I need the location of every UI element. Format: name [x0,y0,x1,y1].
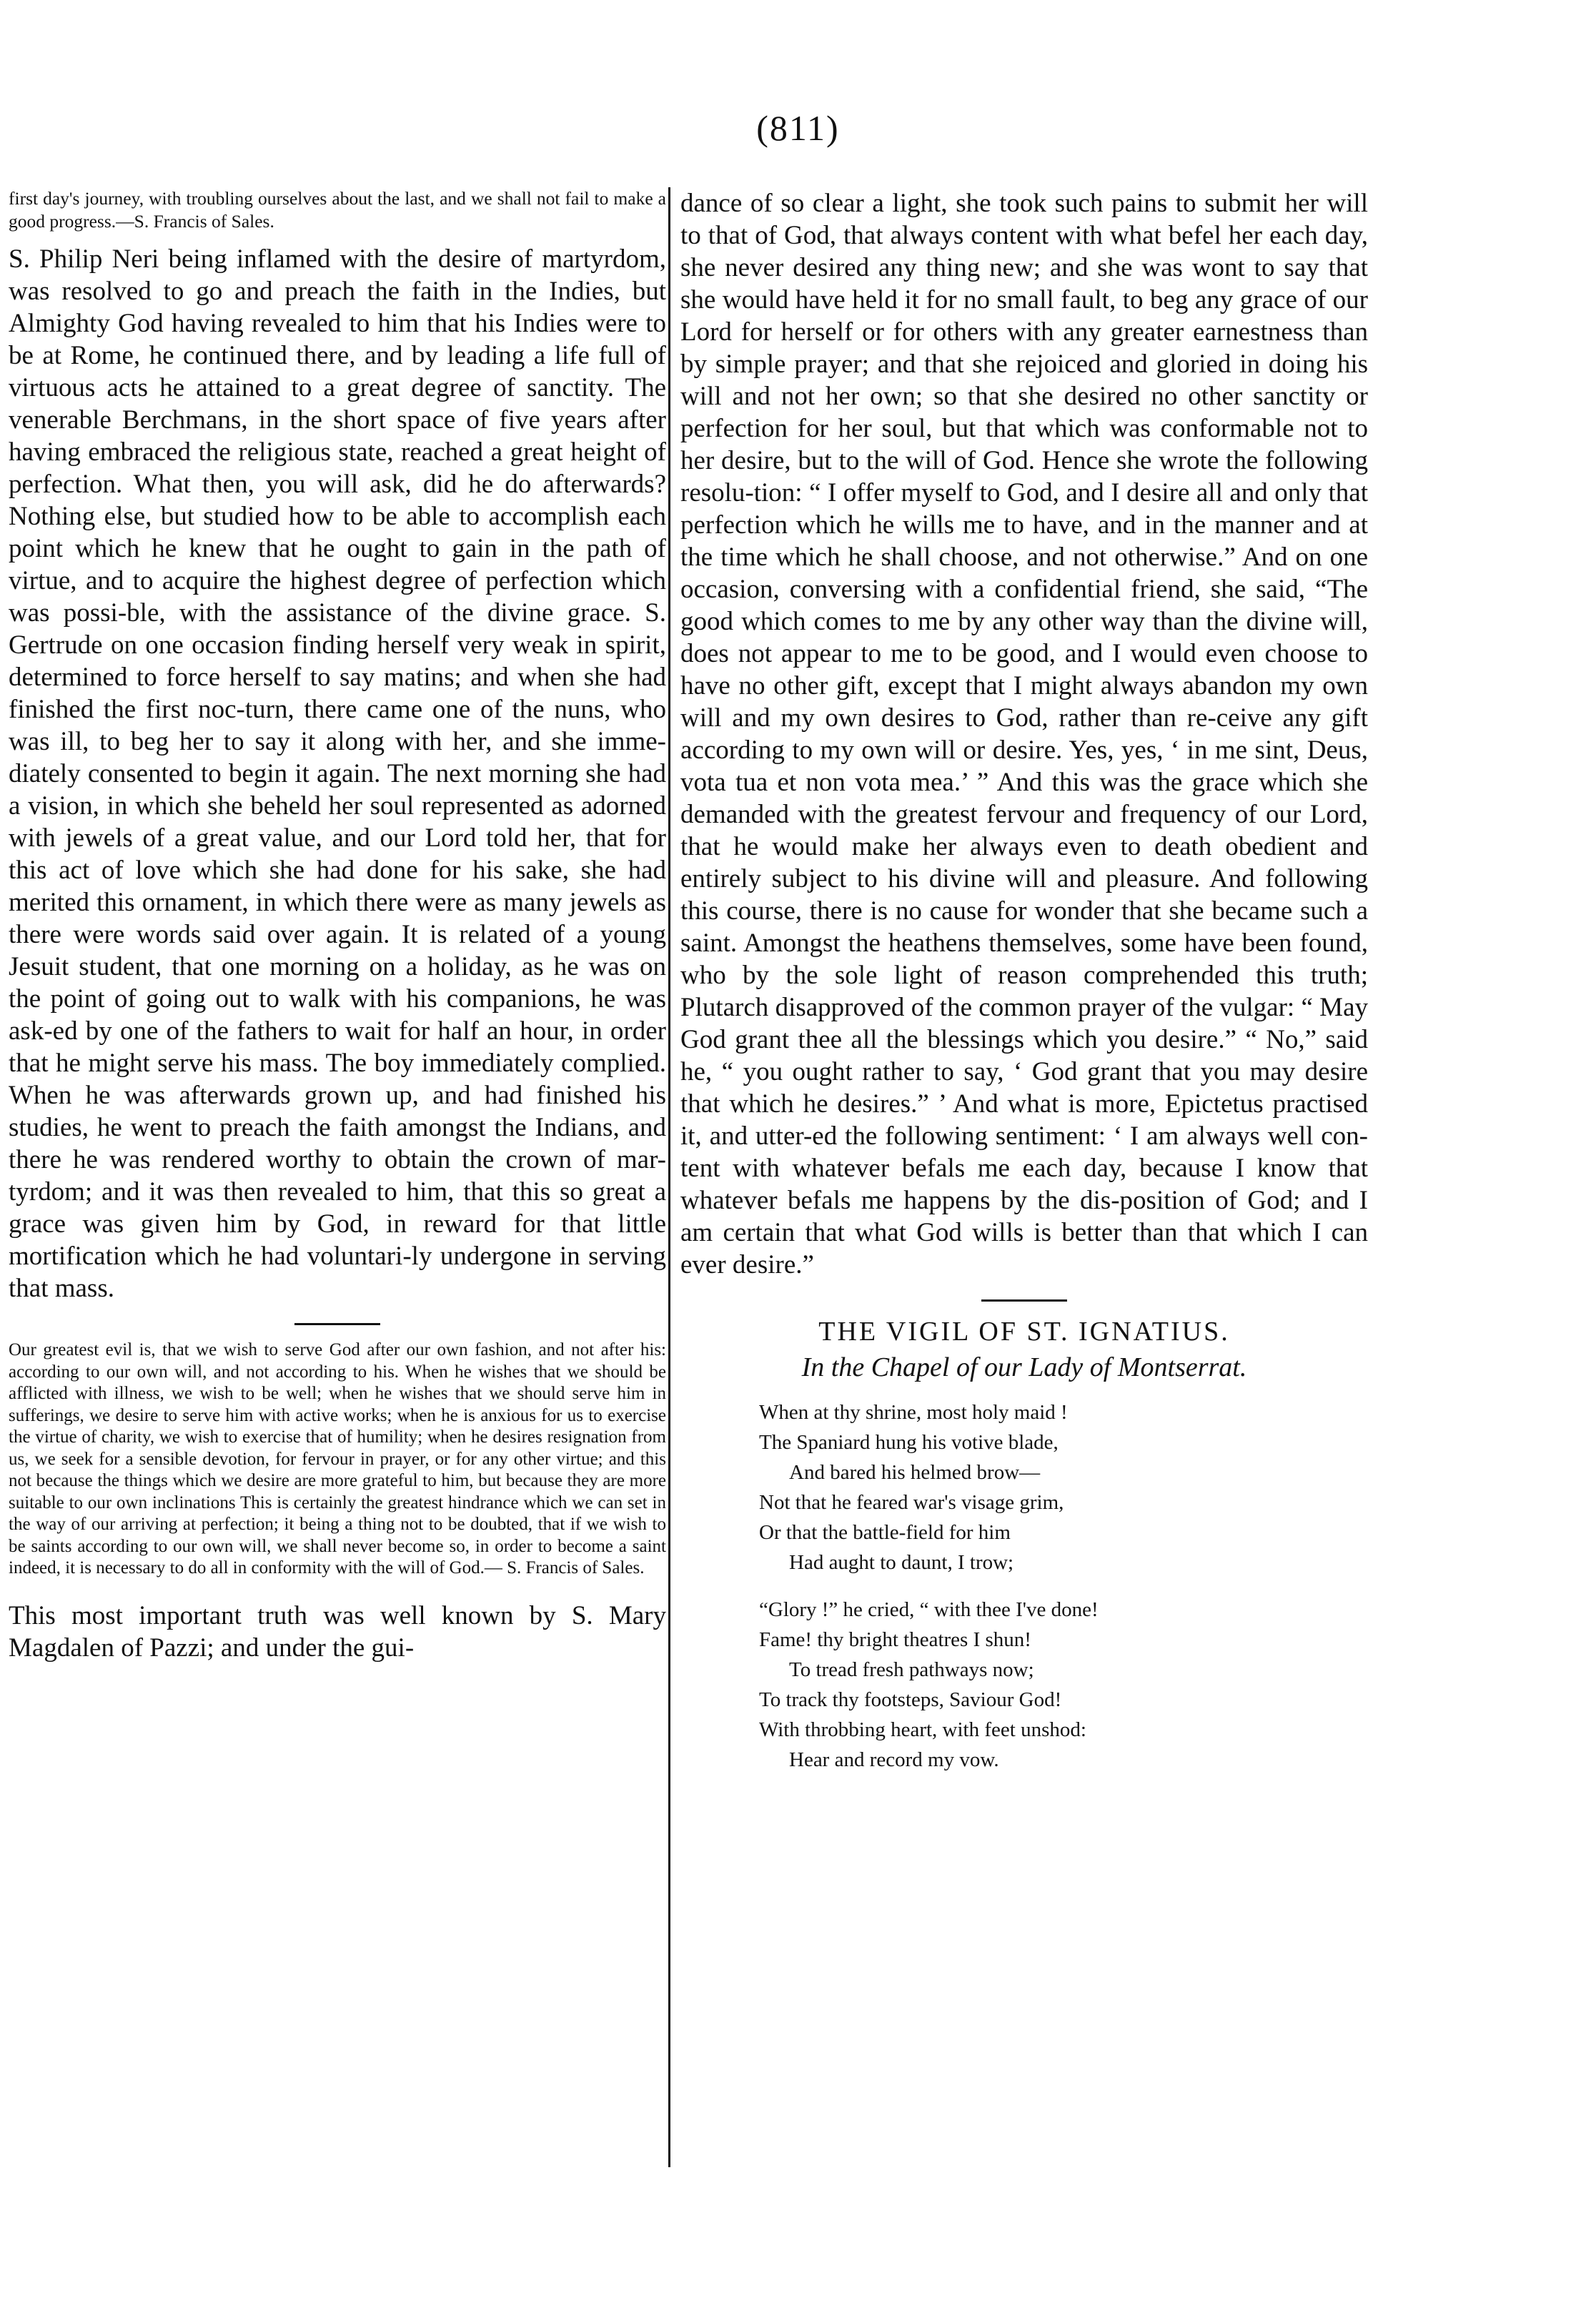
body-paragraph-continued: dance of so clear a light, she took such pains to submit her will to that of God, that always content with what befel her each day, she never desired any thing new; and she was wont to say that she would have held it for no small fault, to beg any grace of our Lord for herself or for others with any greater earnestness than by simple prayer; and that she rejoiced and gloried in doing his will and not her own; so that she desired no other sanctity or perfection for her soul, but that which was conformable not to her desire, but to the will of God. Hence she wrote the following resolu-tion: “ I offer myself to God, and I desire all and only that perfection which he wills me to have, and in the manner and at the time which he shall choose, and not otherwise.” And on one occasion, conversing with a confidential friend, she said, “The good which comes to me by any other way than the divine will, does not appear to me to be good, and I would even choose to have no other gift, except that I might always abandon my own will and my own desires to God, rather than re-ceive any gift according to my own will or desire. Yes, yes, ‘ in me sint, Deus, vota tua et non vota mea.’ ” And this was the grace which she demanded with the greatest fervour and frequency of our Lord, that he would make her always even to death obedient and entirely subject to his divine will and pleasure. And following this course, there is no cause for wonder that she became such a saint. Amongst the heathens themselves, some have been found, who by the sole light of reason comprehended this truth; Plutarch disapproved of the common prayer of the vulgar: “ May God grant thee all the blessings which you desire.” “ No,” said he, “ you ought rather to say, ‘ God grant that you may desire that which he desires.” ’ And what is more, Epictetus practised it, and utter-ed the following sentiment: ‘ I am always well con-tent with whatever befals me each day, because I know that whatever befals me happens by the dis-position of God; and I am certain that what God wills is better than that which I can ever desire.” [680,189,1368,1279]
poem-line: To track thy footsteps, Saviour God! [759,1688,1062,1711]
poem-line: Not that he feared war's visage grim, [759,1491,1064,1514]
poem-stanza [759,1595,1368,1775]
left-column [9,187,666,1664]
closing-paragraph: This most important truth was well known by S. Mary Magdalen of Pazzi; and under the gui- [9,1600,666,1663]
poem [680,1397,1368,1775]
poem-line: When at thy shrine, most holy maid ! [759,1401,1068,1424]
poem-line: Fame! thy bright theatres I shun! [759,1628,1031,1651]
poem-line: With throbbing heart, with feet unshod: [759,1718,1086,1741]
right-column [680,187,1368,1775]
quotation-note: Our greatest evil is, that we wish to serve God after our own fashion, and not after his: according to our own will, and not according to his. When he wishes that we should be afflicted with illness, we wish to be well; when he wishes that we should serve him in sufferings, we desire to serve him with active works; when he is anxious for us to exercise the virtue of charity, we wish to exercise that of humility; when he desires resignation from us, we seek for a sensible devotion, for fervour in prayer, or for any other virtue; and this not because the things which we desire are more grateful to him, but because they are more suitable to our own inclinations This is certainly the greatest hindrance which we can set in the way of our arriving at perfection; it being a thing not to be doubted, that if we wish to be saints according to our own will, we shall never become so, in order to become a saint indeed, it is necessary to do all in conformity with the will of God.— S. Francis of Sales. [9,1340,666,1578]
page-number: (811) [756,108,840,148]
poem-line: And bared his helmed brow— [789,1461,1041,1484]
poem-line: The Spaniard hung his votive blade, [759,1431,1059,1454]
poem-line: “Glory !” he cried, “ with thee I've done! [759,1598,1099,1621]
poem-line: Or that the battle-field for him [759,1521,1011,1544]
poem-line: Had aught to daunt, I trow; [789,1551,1014,1574]
continued-quotation: first day's journey, with troubling ourselves about the last, and we shall not fail to make a good progress.—S. Francis of Sales. [9,188,666,232]
poem-subtitle: In the Chapel of our Lady of Montserrat. [801,1352,1247,1382]
section-divider [981,1299,1067,1302]
body-paragraph: S. Philip Neri being inflamed with the desire of martyrdom, was resolved to go and preach the faith in the Indies, but Almighty God having revealed to him that his Indies were to be at Rome, he continued there, and by leading a life full of virtuous acts he attained to a great degree of sanctity. The venerable Berchmans, in the short space of five years after having embraced the religious state, reached a great height of perfection. What then, you will ask, did he do afterwards? Nothing else, but studied how to be able to accomplish each point which he knew that he ought to gain in the path of virtue, and to acquire the highest degree of perfection which was possi-ble, with the assistance of the divine grace. S. Gertrude on one occasion finding herself very weak in spirit, determined to force herself to say matins; and when she had finished the first noc-turn, there came one of the nuns, who was ill, to beg her to say it along with her, and she imme-diately consented to begin it again. The next morning she had a vision, in which she beheld her soul represented as adorned with jewels of a great value, and our Lord told her, that for this act of love which she had done for his sake, she had merited this ornament, in which there were as many jewels as there were words said over again. It is related of a young Jesuit student, that one morning on a holiday, as he was on the point of going out to walk with his companions, he was ask-ed by one of the fathers to wait for half an hour, in order that he might serve his mass. The boy immediately complied. When he was afterwards grown up, and had finished his studies, he went to preach the faith amongst the Indians, and there he was rendered worthy to obtain the crown of mar-tyrdom; and it was then revealed to him, that this so great a grace was given him by God, in reward for that little mortification which he had voluntari-ly undergone in serving that mass. [9,244,666,1303]
poem-stanza [759,1397,1368,1578]
poem-line: To tread fresh pathways now; [789,1658,1034,1681]
column-rule [668,187,670,2167]
section-divider [294,1323,380,1325]
poem-title: THE VIGIL OF ST. IGNATIUS. [818,1317,1230,1347]
poem-line: Hear and record my vow. [789,1748,999,1771]
